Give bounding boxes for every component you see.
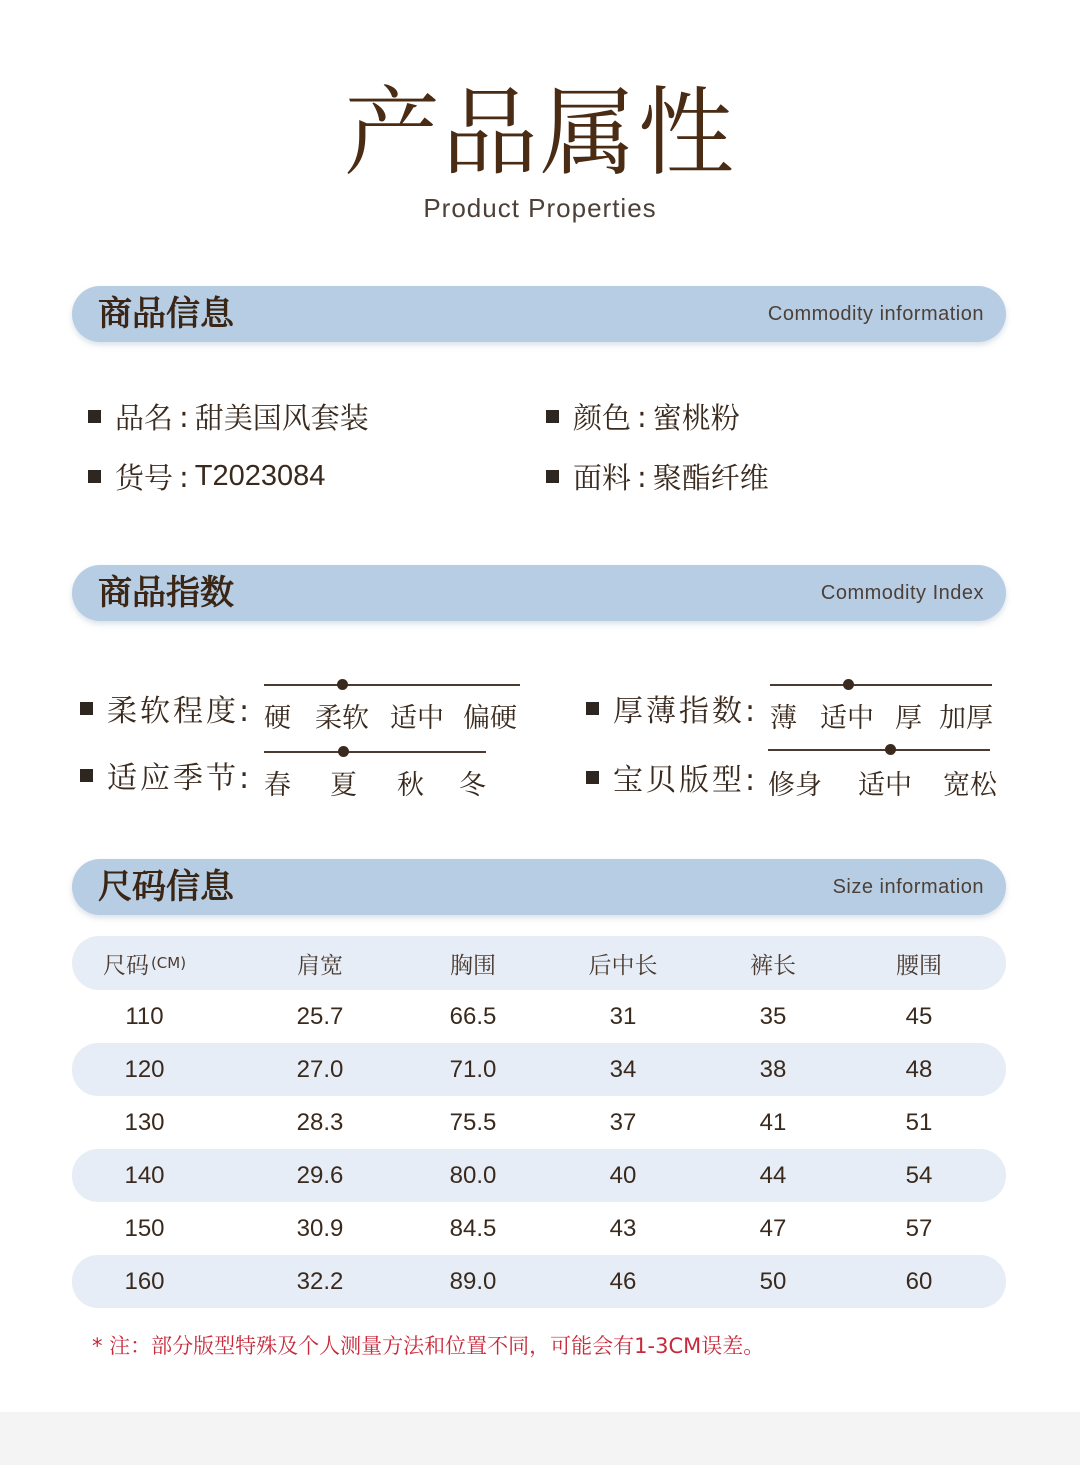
info-sep: : bbox=[179, 399, 189, 434]
info-sep: : bbox=[637, 459, 647, 494]
table-cell: 27.0 bbox=[296, 1055, 344, 1083]
size-unit: (CM) bbox=[150, 954, 187, 972]
section-title: 商品指数 bbox=[98, 573, 234, 613]
section-title: 商品信息 bbox=[98, 294, 234, 334]
index-label-thickness bbox=[586, 686, 758, 730]
info-label: 货号 bbox=[115, 461, 174, 495]
index-scale-fit bbox=[768, 747, 997, 807]
scale-line bbox=[264, 684, 520, 686]
bullet-icon bbox=[88, 470, 101, 483]
scale-option: 适中 bbox=[390, 703, 444, 734]
section-header-commodity-info bbox=[72, 286, 1006, 342]
info-item-fabric bbox=[546, 456, 769, 497]
info-value: 聚酯纤维 bbox=[652, 461, 769, 495]
table-cell: 75.5 bbox=[449, 1108, 497, 1136]
section-title: 尺码信息 bbox=[98, 867, 234, 907]
bullet-icon bbox=[546, 410, 559, 423]
section-header-size-info bbox=[72, 859, 1006, 915]
scale-option: 春 bbox=[264, 770, 291, 801]
table-row bbox=[72, 990, 1006, 1043]
scale-line bbox=[770, 684, 992, 686]
table-row bbox=[72, 1202, 1006, 1255]
scale-line bbox=[264, 751, 486, 753]
table-cell: 140 bbox=[124, 1161, 165, 1189]
table-row bbox=[72, 1149, 1006, 1202]
table-cell: 28.3 bbox=[296, 1108, 344, 1136]
index-label-text: 厚薄指数: bbox=[613, 694, 759, 729]
column-header-size bbox=[92, 936, 197, 990]
info-value: 蜜桃粉 bbox=[652, 401, 740, 435]
table-cell: 34 bbox=[609, 1055, 637, 1083]
column-header: 胸围 bbox=[450, 952, 496, 979]
page-subtitle: Product Properties bbox=[423, 193, 657, 223]
bullet-icon bbox=[586, 702, 599, 715]
info-value: T2023084 bbox=[194, 460, 326, 492]
column-header: 裤长 bbox=[750, 952, 796, 979]
info-item-sku bbox=[88, 456, 325, 497]
table-cell: 44 bbox=[759, 1161, 787, 1189]
info-item-name bbox=[88, 396, 369, 437]
section-subtitle: Size information bbox=[832, 876, 984, 898]
bullet-icon bbox=[88, 410, 101, 423]
section-header-commodity-index bbox=[72, 565, 1006, 621]
table-cell: 37 bbox=[609, 1108, 637, 1136]
page-title: 产品属性 bbox=[344, 77, 736, 189]
index-label-text: 柔软程度: bbox=[107, 694, 253, 729]
table-cell: 25.7 bbox=[296, 1002, 344, 1030]
table-cell: 45 bbox=[905, 1002, 933, 1030]
table-cell: 60 bbox=[905, 1267, 933, 1295]
table-cell: 57 bbox=[905, 1214, 933, 1242]
bullet-icon bbox=[80, 702, 93, 715]
scale-option: 薄 bbox=[770, 703, 797, 734]
table-cell: 71.0 bbox=[449, 1055, 497, 1083]
index-label-season bbox=[80, 753, 252, 797]
scale-option: 秋 bbox=[397, 770, 424, 801]
table-cell: 48 bbox=[905, 1055, 933, 1083]
table-cell: 130 bbox=[124, 1108, 165, 1136]
scale-marker bbox=[843, 679, 854, 690]
table-cell: 30.9 bbox=[296, 1214, 344, 1242]
table-cell: 80.0 bbox=[449, 1161, 497, 1189]
table-row bbox=[72, 1043, 1006, 1096]
scale-option: 偏硬 bbox=[463, 703, 517, 734]
index-label-fit bbox=[586, 755, 758, 799]
table-cell: 38 bbox=[759, 1055, 787, 1083]
scale-option: 冬 bbox=[459, 770, 486, 801]
scale-option: 适中 bbox=[858, 770, 912, 801]
table-cell: 46 bbox=[609, 1267, 637, 1295]
table-cell: 40 bbox=[609, 1161, 637, 1189]
bullet-icon bbox=[586, 771, 599, 784]
table-cell: 43 bbox=[609, 1214, 637, 1242]
scale-option: 宽松 bbox=[943, 770, 997, 801]
bullet-icon bbox=[546, 470, 559, 483]
table-cell: 150 bbox=[124, 1214, 165, 1242]
bullet-icon bbox=[80, 769, 93, 782]
measurement-note: * 注：部分版型特殊及个人测量方法和位置不同，可能会有1-3CM误差。 bbox=[92, 1334, 765, 1358]
info-item-color bbox=[546, 396, 740, 437]
table-cell: 66.5 bbox=[449, 1002, 497, 1030]
info-label: 品名 bbox=[115, 401, 174, 435]
scale-marker bbox=[885, 744, 896, 755]
scale-option: 适中 bbox=[820, 703, 874, 734]
footer-strip bbox=[0, 1412, 1080, 1465]
table-cell: 89.0 bbox=[449, 1267, 497, 1295]
scale-option: 厚 bbox=[895, 703, 922, 734]
index-label-text: 宝贝版型: bbox=[613, 763, 759, 798]
column-header: 后中长 bbox=[588, 952, 658, 979]
scale-option: 修身 bbox=[768, 770, 822, 801]
section-subtitle: Commodity information bbox=[767, 303, 984, 325]
table-cell: 47 bbox=[759, 1214, 787, 1242]
column-header: 腰围 bbox=[896, 952, 942, 979]
index-label-softness bbox=[80, 686, 252, 730]
scale-option: 柔软 bbox=[315, 703, 369, 734]
info-value: 甜美国风套装 bbox=[194, 401, 369, 435]
scale-marker bbox=[338, 746, 349, 757]
info-sep: : bbox=[637, 399, 647, 434]
table-row bbox=[72, 1096, 1006, 1149]
scale-line bbox=[768, 749, 990, 751]
section-subtitle: Commodity Index bbox=[820, 582, 984, 604]
table-cell: 41 bbox=[759, 1108, 787, 1136]
scale-option: 加厚 bbox=[939, 703, 993, 734]
table-cell: 31 bbox=[609, 1002, 637, 1030]
table-header-row bbox=[72, 936, 1006, 990]
index-scale-softness bbox=[264, 682, 520, 742]
scale-option: 夏 bbox=[330, 770, 357, 801]
table-cell: 50 bbox=[759, 1267, 787, 1295]
table-cell: 160 bbox=[124, 1267, 165, 1295]
table-cell: 54 bbox=[905, 1161, 933, 1189]
table-row bbox=[72, 1255, 1006, 1308]
table-cell: 120 bbox=[124, 1055, 165, 1083]
index-label-text: 适应季节: bbox=[107, 761, 253, 796]
scale-marker bbox=[337, 679, 348, 690]
size-table bbox=[72, 936, 1006, 1308]
info-label: 颜色 bbox=[573, 401, 632, 435]
column-header-text: 尺码 bbox=[102, 952, 149, 979]
table-cell: 84.5 bbox=[449, 1214, 497, 1242]
scale-option: 硬 bbox=[264, 703, 291, 734]
info-label: 面料 bbox=[573, 461, 632, 495]
index-scale-thickness bbox=[770, 682, 992, 742]
table-cell: 32.2 bbox=[296, 1267, 344, 1295]
table-cell: 35 bbox=[759, 1002, 787, 1030]
table-cell: 110 bbox=[125, 1002, 164, 1030]
index-scale-season bbox=[264, 749, 486, 809]
table-cell: 29.6 bbox=[296, 1161, 344, 1189]
table-cell: 51 bbox=[905, 1108, 933, 1136]
info-sep: : bbox=[179, 459, 189, 494]
column-header: 肩宽 bbox=[297, 952, 343, 979]
